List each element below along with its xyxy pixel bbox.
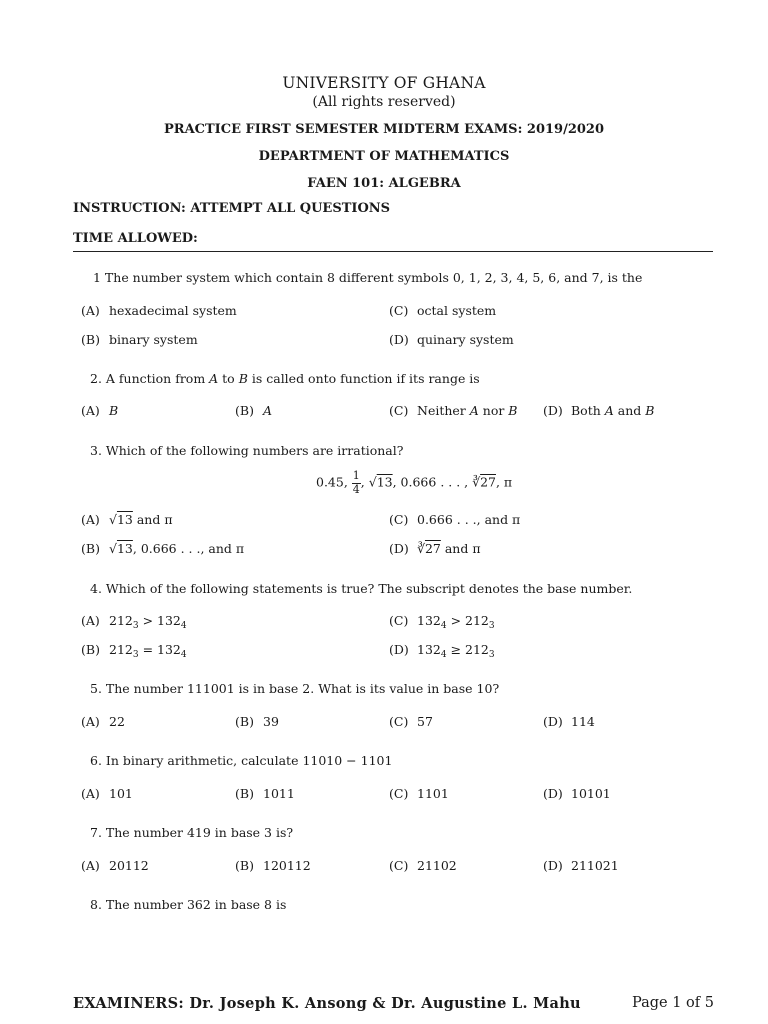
q7-option-c	[389, 858, 457, 873]
option-label: (C)	[389, 858, 409, 873]
option-label: (D)	[543, 858, 563, 873]
list-part: , 0.666 . . . , ∛	[392, 474, 481, 490]
option-label: (D)	[389, 332, 409, 347]
option-label: (D)	[389, 541, 409, 556]
option-label: (B)	[235, 786, 254, 801]
q1-option-b	[81, 332, 198, 347]
q5-option-c	[389, 714, 433, 729]
radicand: 13	[116, 541, 133, 556]
base-subscript: 3	[132, 650, 139, 660]
fraction-denominator: 4	[352, 482, 360, 496]
exam-title: PRACTICE FIRST SEMESTER MIDTERM EXAMS: 2019/2020	[163, 122, 605, 137]
option-text-mid: and	[613, 403, 646, 418]
instruction-line: INSTRUCTION: ATTEMPT ALL QUESTIONS	[73, 201, 391, 216]
number: 132	[417, 642, 441, 657]
radicand: 13	[116, 512, 133, 527]
number: 212	[465, 642, 489, 657]
option-label: (C)	[389, 303, 409, 318]
option-label: (B)	[235, 858, 254, 873]
question-4: 4. Which of the following statements is true? The subscript denotes the base number.	[90, 581, 633, 596]
course-title: FAEN 101: ALGEBRA	[307, 176, 461, 191]
option-label: (B)	[81, 332, 100, 347]
option-text: B	[109, 403, 119, 418]
q4-option-a	[81, 613, 187, 631]
q2-option-d	[543, 403, 654, 418]
radical-sign: √	[109, 541, 117, 556]
set-b: B	[238, 371, 248, 386]
q3-option-b	[81, 541, 244, 556]
q6-option-d	[543, 786, 611, 801]
question-5: 5. The number 111001 is in base 2. What is its value in base 10?	[90, 681, 500, 696]
number: 212	[109, 642, 133, 657]
question-2	[90, 371, 480, 386]
set-a: A	[604, 403, 614, 418]
option-label: (C)	[389, 714, 409, 729]
radicand: 13	[376, 474, 393, 490]
option-label: (A)	[81, 512, 100, 527]
option-text: , 0.666 . . ., and π	[132, 541, 245, 556]
q7-option-b	[235, 858, 311, 873]
department-title: DEPARTMENT OF MATHEMATICS	[258, 149, 510, 164]
q5-option-a	[81, 714, 125, 729]
q7-option-a	[81, 858, 149, 873]
list-part: , √	[360, 474, 377, 490]
option-text-pre: Neither	[417, 403, 470, 418]
option-label: (A)	[81, 786, 100, 801]
number: 132	[157, 642, 181, 657]
question-6: 6. In binary arithmetic, calculate 11010 − 1101	[90, 753, 393, 768]
number: 212	[109, 613, 133, 628]
option-text: 22	[109, 714, 125, 729]
option-text: 21102	[417, 858, 457, 873]
option-text: 114	[571, 714, 595, 729]
q4-option-b	[81, 642, 187, 660]
list-part: , π	[495, 474, 513, 490]
q6-option-b	[235, 786, 295, 801]
q4-option-d	[389, 642, 495, 660]
base-subscript: 4	[180, 621, 187, 631]
base-subscript: 3	[132, 621, 139, 631]
option-label: (A)	[81, 858, 100, 873]
base-subscript: 4	[440, 650, 447, 660]
option-label: (A)	[81, 714, 100, 729]
option-text: 120112	[263, 858, 311, 873]
q3-option-c	[389, 512, 520, 527]
set-b: B	[508, 403, 518, 418]
q2-option-a	[81, 403, 118, 418]
option-text: octal system	[417, 303, 497, 318]
q6-option-a	[81, 786, 133, 801]
header-divider	[73, 251, 713, 252]
fraction-one-quarter	[352, 470, 361, 496]
option-label: (C)	[389, 403, 409, 418]
q2-option-c	[389, 403, 517, 418]
option-label: (C)	[389, 512, 409, 527]
radicand: 27	[424, 541, 441, 556]
page-number: Page 1 of 5	[632, 995, 714, 1011]
set-b: B	[645, 403, 655, 418]
radical-sign: ∛	[417, 541, 425, 556]
q3-option-d	[389, 541, 481, 556]
operator: >	[138, 613, 158, 628]
radicand: 27	[480, 474, 496, 490]
option-text: and π	[440, 541, 481, 556]
operator: >	[446, 613, 466, 628]
q3-option-a	[81, 512, 173, 527]
q5-option-d	[543, 714, 595, 729]
set-a: A	[469, 403, 479, 418]
option-text: quinary system	[417, 332, 514, 347]
examiners-footer: EXAMINERS: Dr. Joseph K. Ansong & Dr. Augustine L. Mahu	[73, 995, 581, 1012]
number: 132	[417, 613, 441, 628]
q1-option-d	[389, 332, 514, 347]
option-label: (B)	[235, 714, 254, 729]
q4-option-c	[389, 613, 495, 631]
base-subscript: 3	[488, 650, 495, 660]
q2-text-post: is called onto function if its range is	[247, 371, 480, 386]
option-text: 211021	[571, 858, 619, 873]
option-text: hexadecimal system	[109, 303, 237, 318]
q5-option-b	[235, 714, 279, 729]
option-label: (B)	[81, 541, 100, 556]
option-text: 10101	[571, 786, 611, 801]
radical-sign: √	[109, 512, 117, 527]
q3-number-list	[316, 470, 512, 496]
set-a: A	[209, 371, 219, 386]
option-label: (D)	[389, 642, 409, 657]
base-subscript: 4	[180, 650, 187, 660]
rights-notice: (All rights reserved)	[312, 94, 456, 110]
option-text: A	[263, 403, 273, 418]
question-1: 1 The number system which contain 8 different symbols 0, 1, 2, 3, 4, 5, 6, and 7, is the	[93, 270, 643, 285]
question-7: 7. The number 419 in base 3 is?	[90, 825, 294, 840]
option-text: 20112	[109, 858, 149, 873]
option-text: and π	[132, 512, 173, 527]
number: 132	[157, 613, 181, 628]
option-label: (A)	[81, 403, 100, 418]
q2-text-mid: to	[218, 371, 239, 386]
option-text: 1011	[263, 786, 295, 801]
option-label: (D)	[543, 786, 563, 801]
base-subscript: 3	[488, 621, 495, 631]
number: 212	[465, 613, 489, 628]
q1-option-c	[389, 303, 496, 318]
operator: =	[138, 642, 158, 657]
option-text-mid: nor	[478, 403, 509, 418]
option-label: (B)	[235, 403, 254, 418]
option-label: (C)	[389, 613, 409, 628]
fraction-numerator: 1	[352, 469, 360, 482]
q7-option-d	[543, 858, 619, 873]
q1-option-a	[81, 303, 237, 318]
option-label: (D)	[543, 714, 563, 729]
option-label: (C)	[389, 786, 409, 801]
q6-option-c	[389, 786, 449, 801]
option-text: binary system	[109, 332, 198, 347]
q2-text-pre: 2. A function from	[90, 371, 210, 386]
option-text-pre: Both	[571, 403, 605, 418]
university-name: UNIVERSITY OF GHANA	[282, 74, 486, 92]
option-label: (A)	[81, 303, 100, 318]
option-text: 101	[109, 786, 133, 801]
option-label: (A)	[81, 613, 100, 628]
option-label: (D)	[543, 403, 563, 418]
list-part: 0.45,	[316, 474, 352, 490]
q2-option-b	[235, 403, 272, 418]
question-8: 8. The number 362 in base 8 is	[90, 897, 287, 912]
base-subscript: 4	[440, 621, 447, 631]
option-text: 39	[263, 714, 279, 729]
question-3: 3. Which of the following numbers are irrational?	[90, 443, 404, 458]
option-text: 1101	[417, 786, 449, 801]
option-label: (B)	[81, 642, 100, 657]
time-allowed: TIME ALLOWED:	[73, 231, 198, 246]
option-text: 57	[417, 714, 433, 729]
operator: ≥	[446, 642, 466, 657]
option-text: 0.666 . . ., and π	[417, 512, 521, 527]
